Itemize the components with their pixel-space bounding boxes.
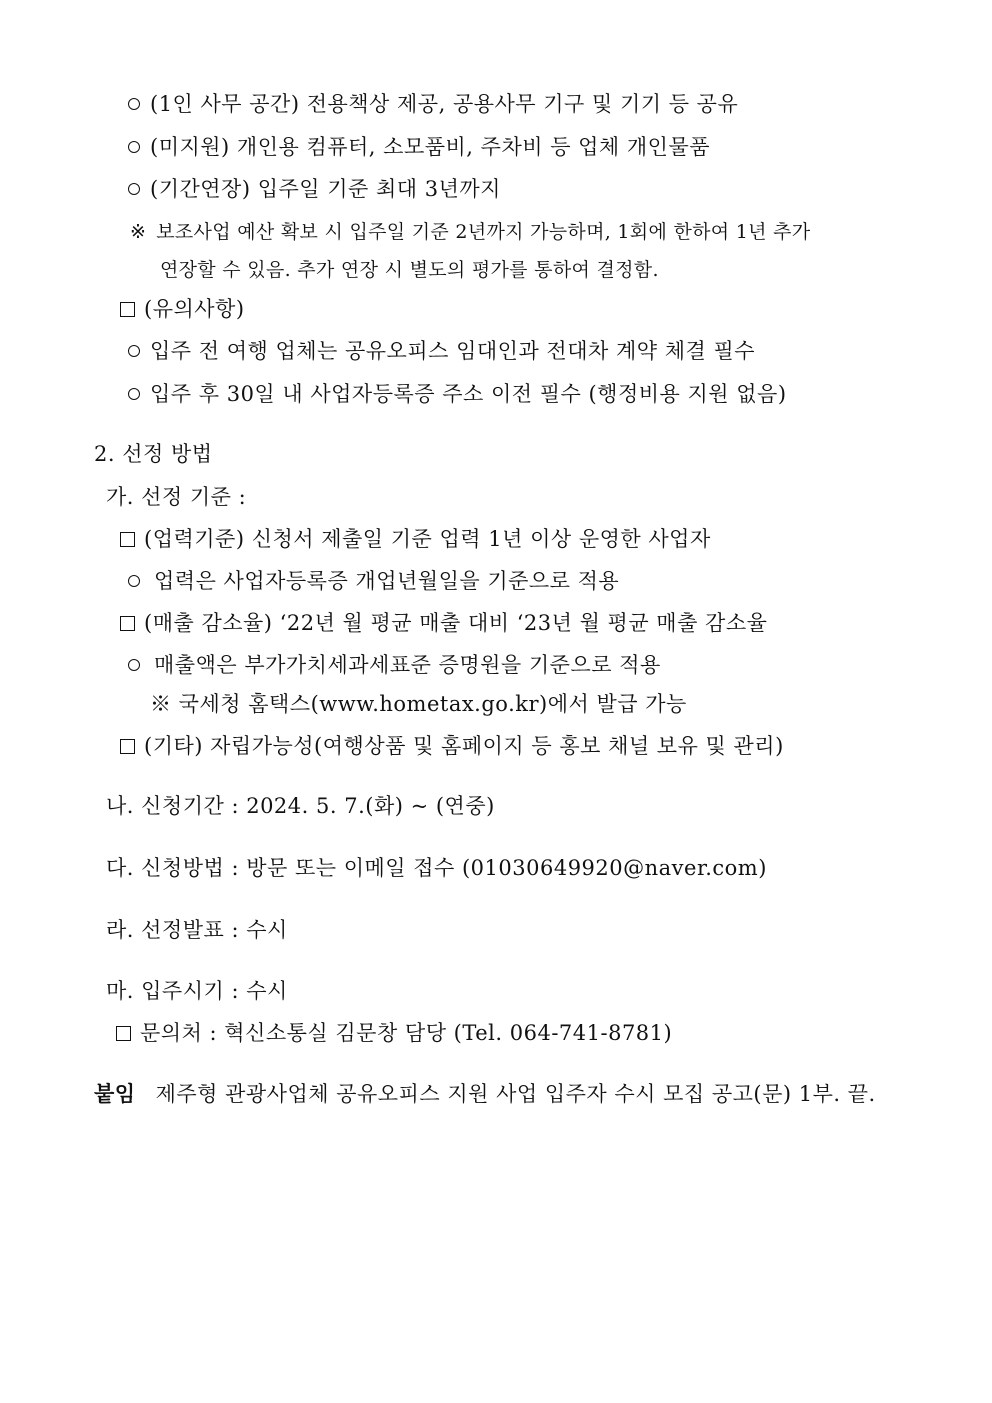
checkbox-square-icon	[116, 1026, 131, 1041]
item-text: (기간연장) 입주일 기준 최대 3년까지	[150, 177, 501, 201]
item-text: 입주 후 30일 내 사업자등록증 주소 이전 필수 (행정비용 지원 없음)	[150, 382, 787, 406]
checkbox-square-icon	[120, 532, 135, 547]
criteria-text: (기타) 자립가능성(여행상품 및 홈페이지 등 홍보 채널 보유 및 관리)	[144, 734, 784, 758]
criteria-item	[120, 525, 711, 553]
circle-bullet-icon	[128, 575, 140, 587]
subsection-d: 라. 선정발표 : 수시	[106, 918, 288, 942]
criteria-item	[120, 609, 767, 637]
criteria-text: (매출 감소율) ‘22년 월 평균 매출 대비 ‘23년 월 평균 매출 감소율	[144, 611, 768, 635]
circle-bullet-icon	[128, 388, 140, 400]
caution-heading	[120, 295, 245, 323]
note-text: 연장할 수 있음. 추가 연장 시 별도의 평가를 통하여 결정함.	[160, 259, 659, 281]
list-item	[128, 651, 661, 679]
list-item	[128, 133, 710, 161]
note-line-2	[160, 256, 659, 284]
attachment-line	[94, 1080, 876, 1108]
item-text: 입주 전 여행 업체는 공유오피스 임대인과 전대차 계약 체결 필수	[150, 339, 756, 363]
item-text: 매출액은 부가가치세과세표준 증명원을 기준으로 적용	[154, 653, 661, 677]
contact-text: 문의처 : 혁신소통실 김문창 담당 (Tel. 064-741-8781)	[140, 1021, 673, 1045]
note-line-1	[130, 218, 810, 246]
item-text: 업력은 사업자등록증 개업년월일을 기준으로 적용	[154, 569, 620, 593]
circle-bullet-icon	[128, 183, 140, 195]
subsection-c: 다. 신청방법 : 방문 또는 이메일 접수 (01030649920@naver.com)	[106, 856, 767, 880]
list-item	[128, 567, 619, 595]
subsection-a: 가. 선정 기준 :	[106, 485, 247, 509]
circle-bullet-icon	[128, 659, 140, 671]
subsection-e: 마. 입주시기 : 수시	[106, 979, 288, 1003]
list-item	[128, 337, 755, 365]
note-line: ※ 국세청 홈택스(www.hometax.go.kr)에서 발급 가능	[150, 692, 687, 716]
caution-heading-text: (유의사항)	[144, 297, 245, 321]
section-title: 2. 선정 방법	[94, 442, 213, 466]
circle-bullet-icon	[128, 98, 140, 110]
list-item	[128, 90, 738, 118]
criteria-item	[120, 732, 784, 760]
circle-bullet-icon	[128, 141, 140, 153]
subsection-b: 나. 신청기간 : 2024. 5. 7.(화) ~ (연중)	[106, 794, 495, 818]
item-text: (미지원) 개인용 컴퓨터, 소모품비, 주차비 등 업체 개인물품	[150, 135, 711, 159]
circle-bullet-icon	[128, 345, 140, 357]
contact-line	[116, 1019, 672, 1047]
checkbox-square-icon	[120, 616, 135, 631]
attachment-text: 제주형 관광사업체 공유오피스 지원 사업 입주자 수시 모집 공고(문) 1부. 끝.	[155, 1082, 876, 1106]
list-item	[128, 175, 501, 203]
checkbox-square-icon	[120, 302, 135, 317]
item-text: (1인 사무 공간) 전용책상 제공, 공용사무 기구 및 기기 등 공유	[150, 92, 739, 116]
attachment-label: 붙임	[94, 1081, 136, 1106]
reference-mark-icon: ※	[130, 221, 147, 243]
note-text: 보조사업 예산 확보 시 입주일 기준 2년까지 가능하며, 1회에 한하여 1년 추가	[156, 221, 811, 243]
list-item	[128, 380, 787, 408]
checkbox-square-icon	[120, 739, 135, 754]
criteria-text: (업력기준) 신청서 제출일 기준 업력 1년 이상 운영한 사업자	[144, 527, 711, 551]
